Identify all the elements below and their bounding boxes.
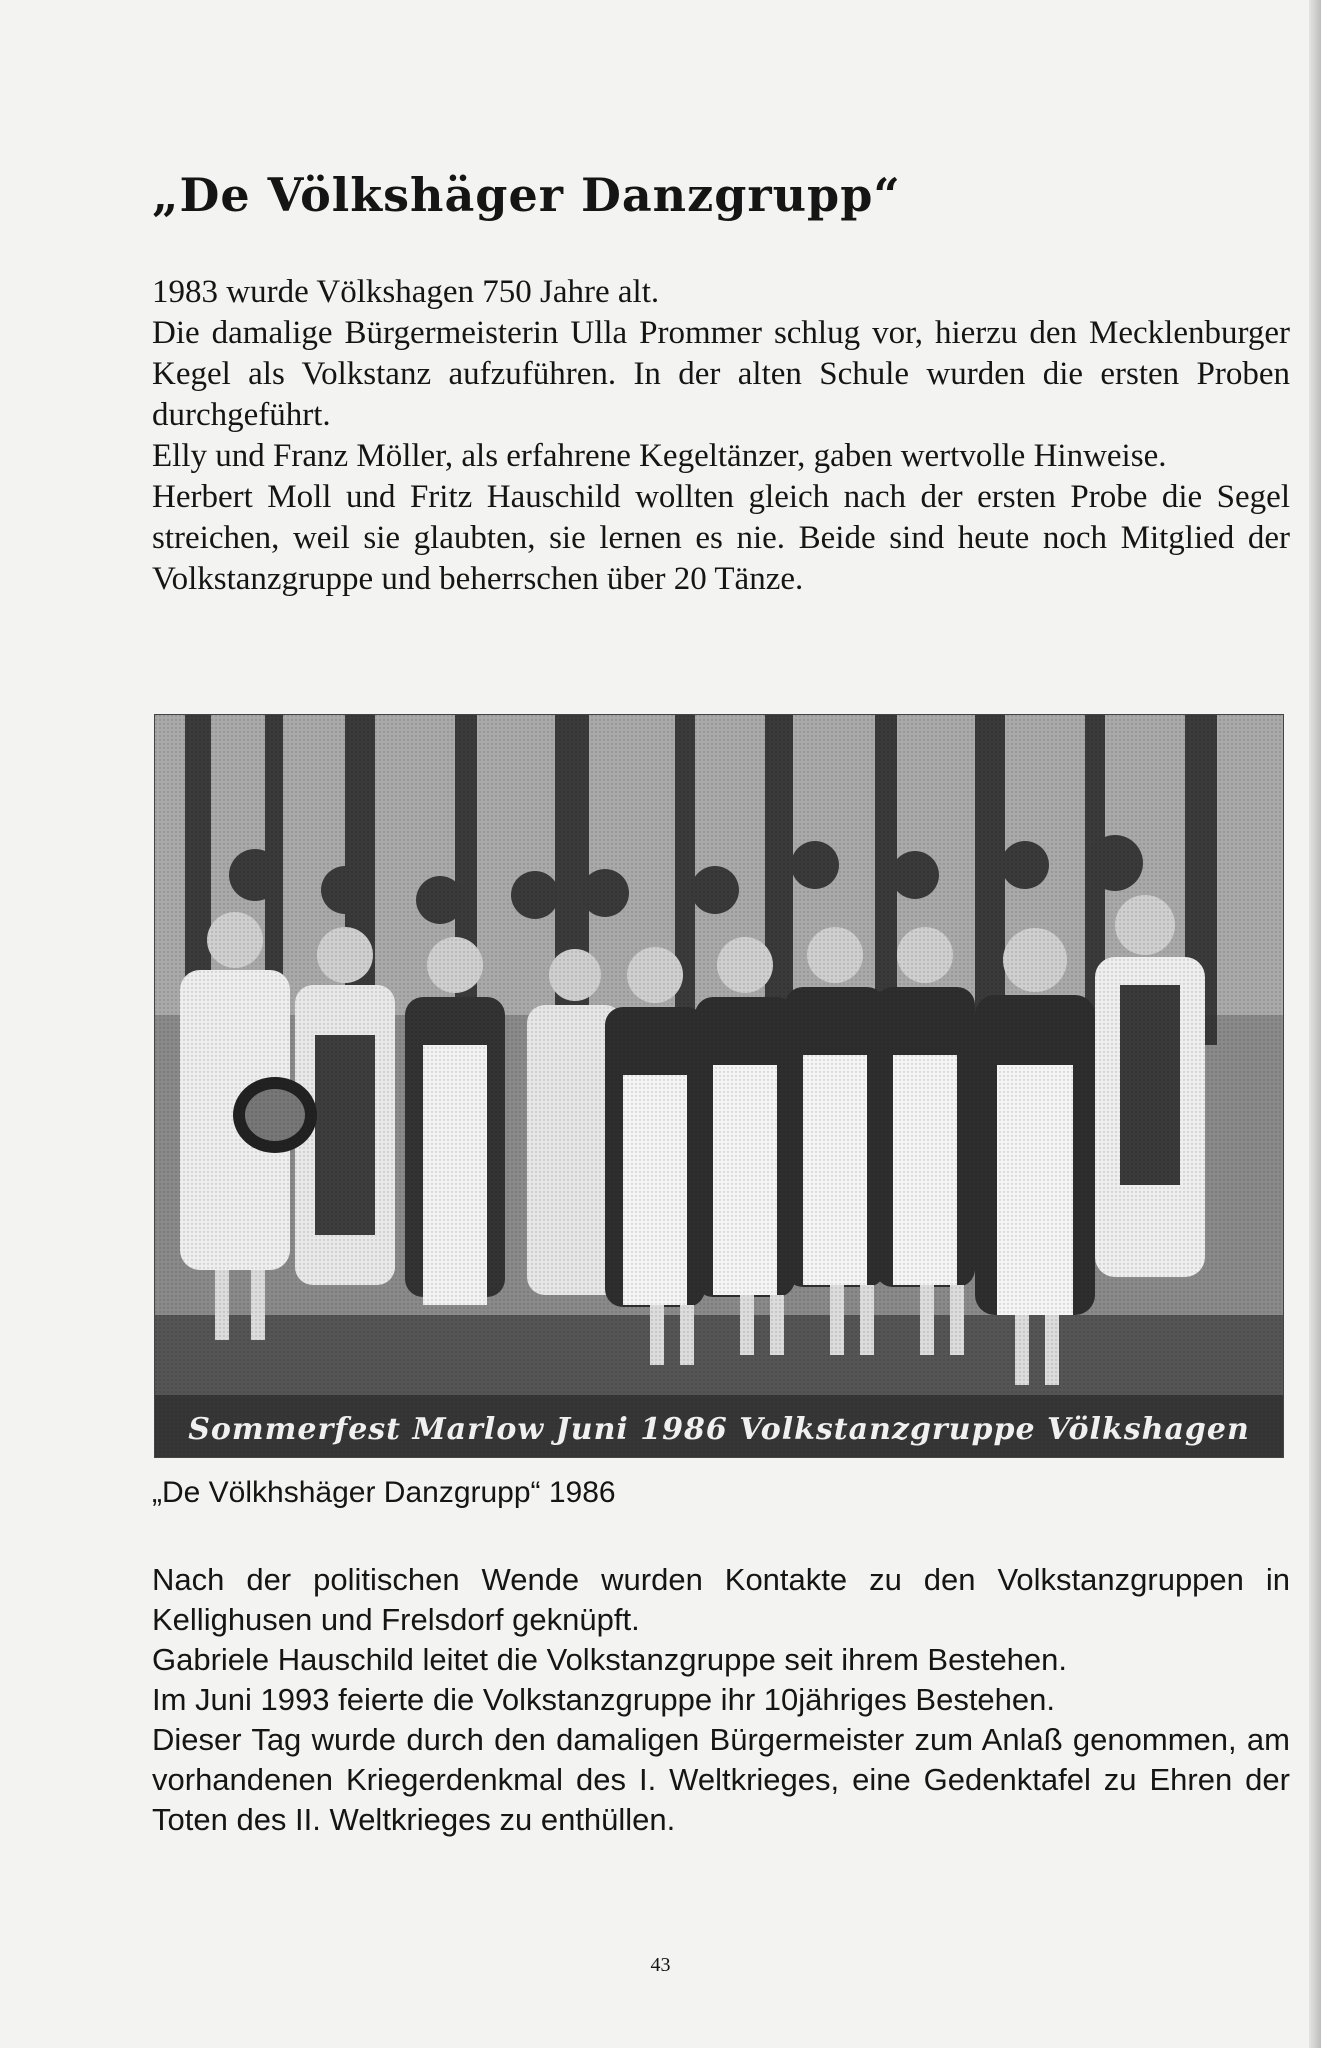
intro-paragraph — [152, 272, 1290, 600]
page-edge-shadow — [1309, 0, 1321, 2048]
photo-caption: „De Völkhshäger Danzgrupp“ 1986 — [152, 1476, 616, 1509]
group-photo — [154, 714, 1284, 1458]
text-line: Herbert Moll und Fritz Hauschild wollten gleich nach der ersten Probe die Segel streichen, weil sie glaubten, sie lernen es nie. Beide sind heute noch Mitglied der Volkstanzgruppe und beherrschen über 20 Tänze. — [152, 479, 1290, 597]
text-line: Die damalige Bürgermeisterin Ulla Prommer schlug vor, hierzu den Mecklenburger Kegel als Volkstanz aufzuführen. In der alten Schule wurden die ersten Proben durchgeführt. — [152, 315, 1290, 433]
text-line: Im Juni 1993 feierte die Volkstanzgruppe ihr 10jähriges Bestehen. — [152, 1682, 1056, 1717]
text-line: Gabriele Hauschild leitet die Volkstanzgruppe seit ihrem Bestehen. — [152, 1642, 1068, 1677]
page-title: „De Völkshäger Danzgrupp“ — [152, 168, 901, 222]
text-line: Nach der politischen Wende wurden Kontakte zu den Volkstanzgruppen in Kellighusen und Frelsdorf geknüpft. — [152, 1562, 1290, 1637]
text-line: 1983 wurde Völkshagen 750 Jahre alt. — [152, 274, 660, 310]
page-number: 43 — [650, 1954, 671, 1976]
text-line: Dieser Tag wurde durch den damaligen Bürgermeister zum Anlaß genommen, am vorhandenen Kriegerdenkmal des I. Weltkrieges, eine Gedenktafel zu Ehren der Toten des II. Weltkrieges zu enthüllen. — [152, 1722, 1290, 1837]
closing-paragraph — [152, 1560, 1290, 1840]
text-line: Elly und Franz Möller, als erfahrene Kegeltänzer, gaben wertvolle Hinweise. — [152, 438, 1167, 474]
photo-illustration — [155, 715, 1283, 1457]
photo-inscription: Sommerfest Marlow Juni 1986 Volkstanzgruppe Völkshagen — [188, 1412, 1250, 1447]
